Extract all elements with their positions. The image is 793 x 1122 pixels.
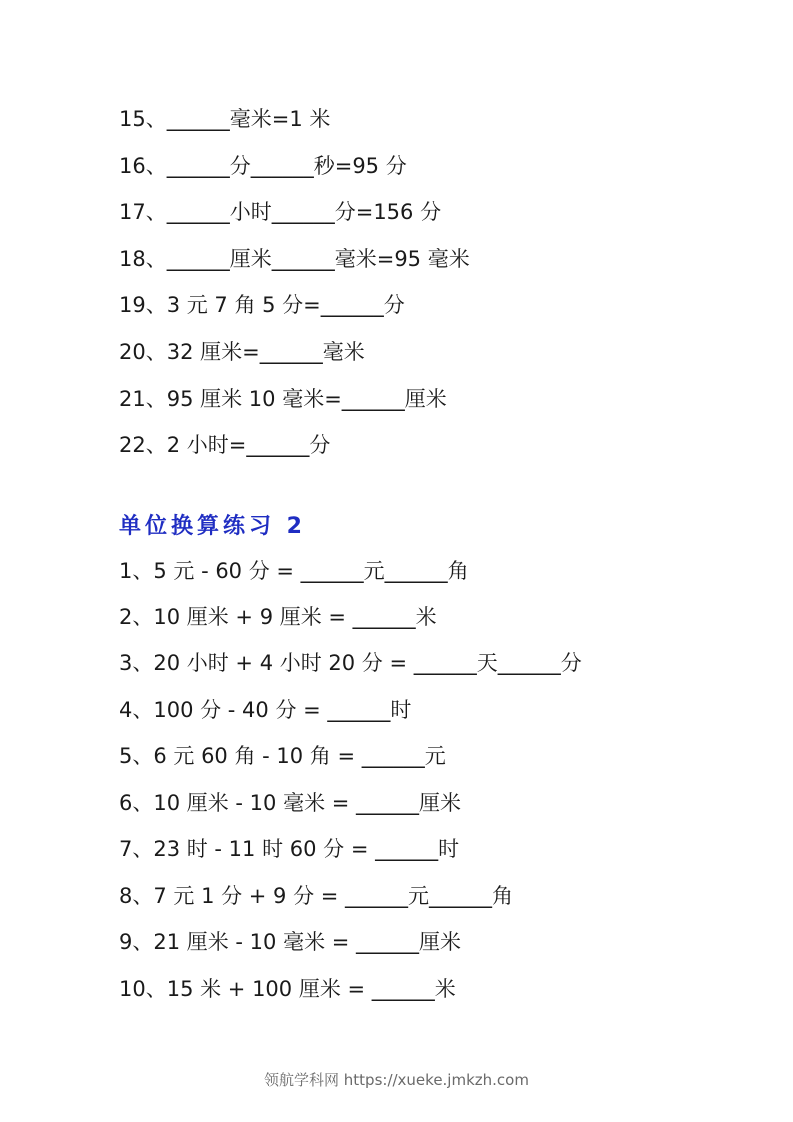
question-20: 20、32 厘米=______毫米 — [119, 340, 365, 364]
question-17: 17、______小时______分=156 分 — [119, 200, 442, 224]
question-15: 15、______毫米=1 米 — [119, 107, 331, 131]
exercise-3: 3、20 小时 + 4 小时 20 分 = ______天______分 — [119, 651, 582, 675]
exercise-2: 2、10 厘米 + 9 厘米 = ______米 — [119, 605, 437, 629]
exercise-7: 7、23 时 - 11 时 60 分 = ______时 — [119, 837, 460, 861]
exercise-4: 4、100 分 - 40 分 = ______时 — [119, 698, 412, 722]
question-19: 19、3 元 7 角 5 分=______分 — [119, 293, 405, 317]
footer-watermark: 领航学科网 https://xueke.jmkzh.com — [264, 1071, 529, 1089]
exercise-9: 9、21 厘米 - 10 毫米 = ______厘米 — [119, 930, 462, 954]
exercise-10: 10、15 米 + 100 厘米 = ______米 — [119, 977, 456, 1001]
section-title: 单位换算练习 2 — [119, 514, 306, 539]
exercise-5: 5、6 元 60 角 - 10 角 = ______元 — [119, 744, 446, 768]
exercise-6: 6、10 厘米 - 10 毫米 = ______厘米 — [119, 791, 462, 815]
exercise-1: 1、5 元 - 60 分 = ______元______角 — [119, 559, 469, 583]
question-16: 16、______分______秒=95 分 — [119, 154, 407, 178]
question-22: 22、2 小时=______分 — [119, 433, 331, 457]
question-18: 18、______厘米______毫米=95 毫米 — [119, 247, 470, 271]
question-21: 21、95 厘米 10 毫米=______厘米 — [119, 387, 447, 411]
exercise-8: 8、7 元 1 分 + 9 分 = ______元______角 — [119, 884, 514, 908]
